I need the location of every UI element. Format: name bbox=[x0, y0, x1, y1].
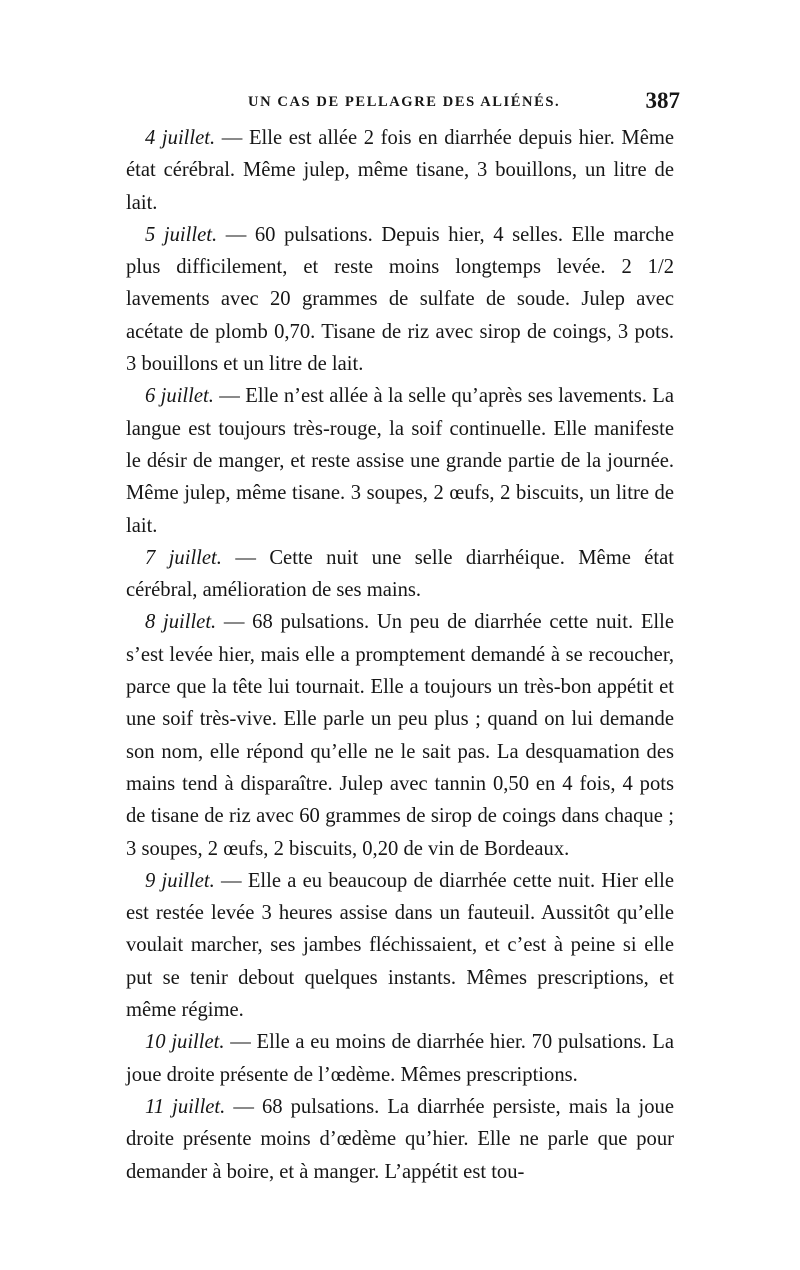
body-text bbox=[126, 122, 674, 1188]
entry-paragraph bbox=[126, 122, 674, 219]
entry-date: 8 juillet. bbox=[145, 611, 217, 634]
entry-paragraph bbox=[126, 380, 674, 541]
entry-paragraph bbox=[126, 606, 674, 864]
entry-date: 4 juillet. bbox=[145, 127, 216, 149]
entry-text: — Elle n’est allée à la selle qu’après ses lavements. La langue est toujours très-rouge, la soif continuelle. Elle manifeste le désir de manger, et reste assise une grande partie de la journée. Même julep, même tisane. 3 soupes, 2 œufs, 2 biscuits, un litre de lait. bbox=[126, 385, 674, 537]
entry-paragraph bbox=[126, 219, 674, 380]
entry-date: 10 juillet. bbox=[145, 1031, 225, 1054]
entry-text: — Elle a eu beaucoup de diarrhée cette nuit. Hier elle est restée levée 3 heures assise dans un fauteuil. Aussitôt qu’elle voulait marcher, ses jambes fléchissaient, et c’est à peine si elle put se tenir debout quelques instants. Mêmes prescriptions, et même régime. bbox=[126, 869, 674, 1022]
entry-text: — Elle est allée 2 fois en diarrhée depuis hier. Même état cérébral. Même julep, même tisane, 3 bouillons, un litre de lait. bbox=[126, 127, 674, 214]
entry-paragraph bbox=[126, 1026, 674, 1091]
entry-date: 7 juillet. bbox=[145, 546, 222, 569]
entry-text: — 68 pulsations. Un peu de diarrhée cette nuit. Elle s’est levée hier, mais elle a promptement demandé à se recoucher, parce que la tête lui tournait. Elle a toujours un très-bon appétit et une soif très-vive. Elle parle un peu plus ; quand on lui demande son nom, elle répond qu’elle ne le sait pas. La desquamation des mains tend à disparaître. Julep avec tannin 0,50 en 4 fois, 4 pots de tisane de riz avec 60 grammes de sirop de coings dans chaque ; 3 soupes, 2 œufs, 2 biscuits, 0,20 de vin de Bordeaux. bbox=[126, 611, 674, 860]
page-number: 387 bbox=[645, 88, 680, 113]
entry-text: — 68 pulsations. La diarrhée persiste, mais la joue droite présente moins d’œdème qu’hier. Elle ne parle que pour demander à boire, et à manger. L’appétit est tou- bbox=[126, 1095, 674, 1183]
entry-paragraph bbox=[126, 542, 674, 607]
running-title: UN CAS DE PELLAGRE DES ALIÉNÉS. bbox=[248, 94, 561, 110]
entry-date: 5 juillet. bbox=[145, 223, 218, 246]
entry-date: 9 juillet. bbox=[145, 869, 215, 892]
entry-date: 6 juillet. bbox=[145, 385, 214, 408]
entry-text: — 60 pulsations. Depuis hier, 4 selles. Elle marche plus difficilement, et reste moins longtemps levée. 2 1/2 lavements avec 20 grammes de sulfate de soude. Julep avec acétate de plomb 0,70. Tisane de riz avec sirop de coings, 3 pots. 3 bouillons et un litre de lait. bbox=[126, 223, 674, 376]
running-head bbox=[120, 88, 680, 122]
entry-paragraph bbox=[126, 1091, 674, 1188]
entry-text: — Cette nuit une selle diarrhéique. Même état cérébral, amélioration de ses mains. bbox=[126, 546, 674, 602]
entry-text: — Elle a eu moins de diarrhée hier. 70 pulsations. La joue droite présente de l’œdème. Mêmes prescriptions. bbox=[126, 1031, 675, 1086]
entry-paragraph bbox=[126, 865, 674, 1026]
entry-date: 11 juillet. bbox=[145, 1095, 226, 1118]
